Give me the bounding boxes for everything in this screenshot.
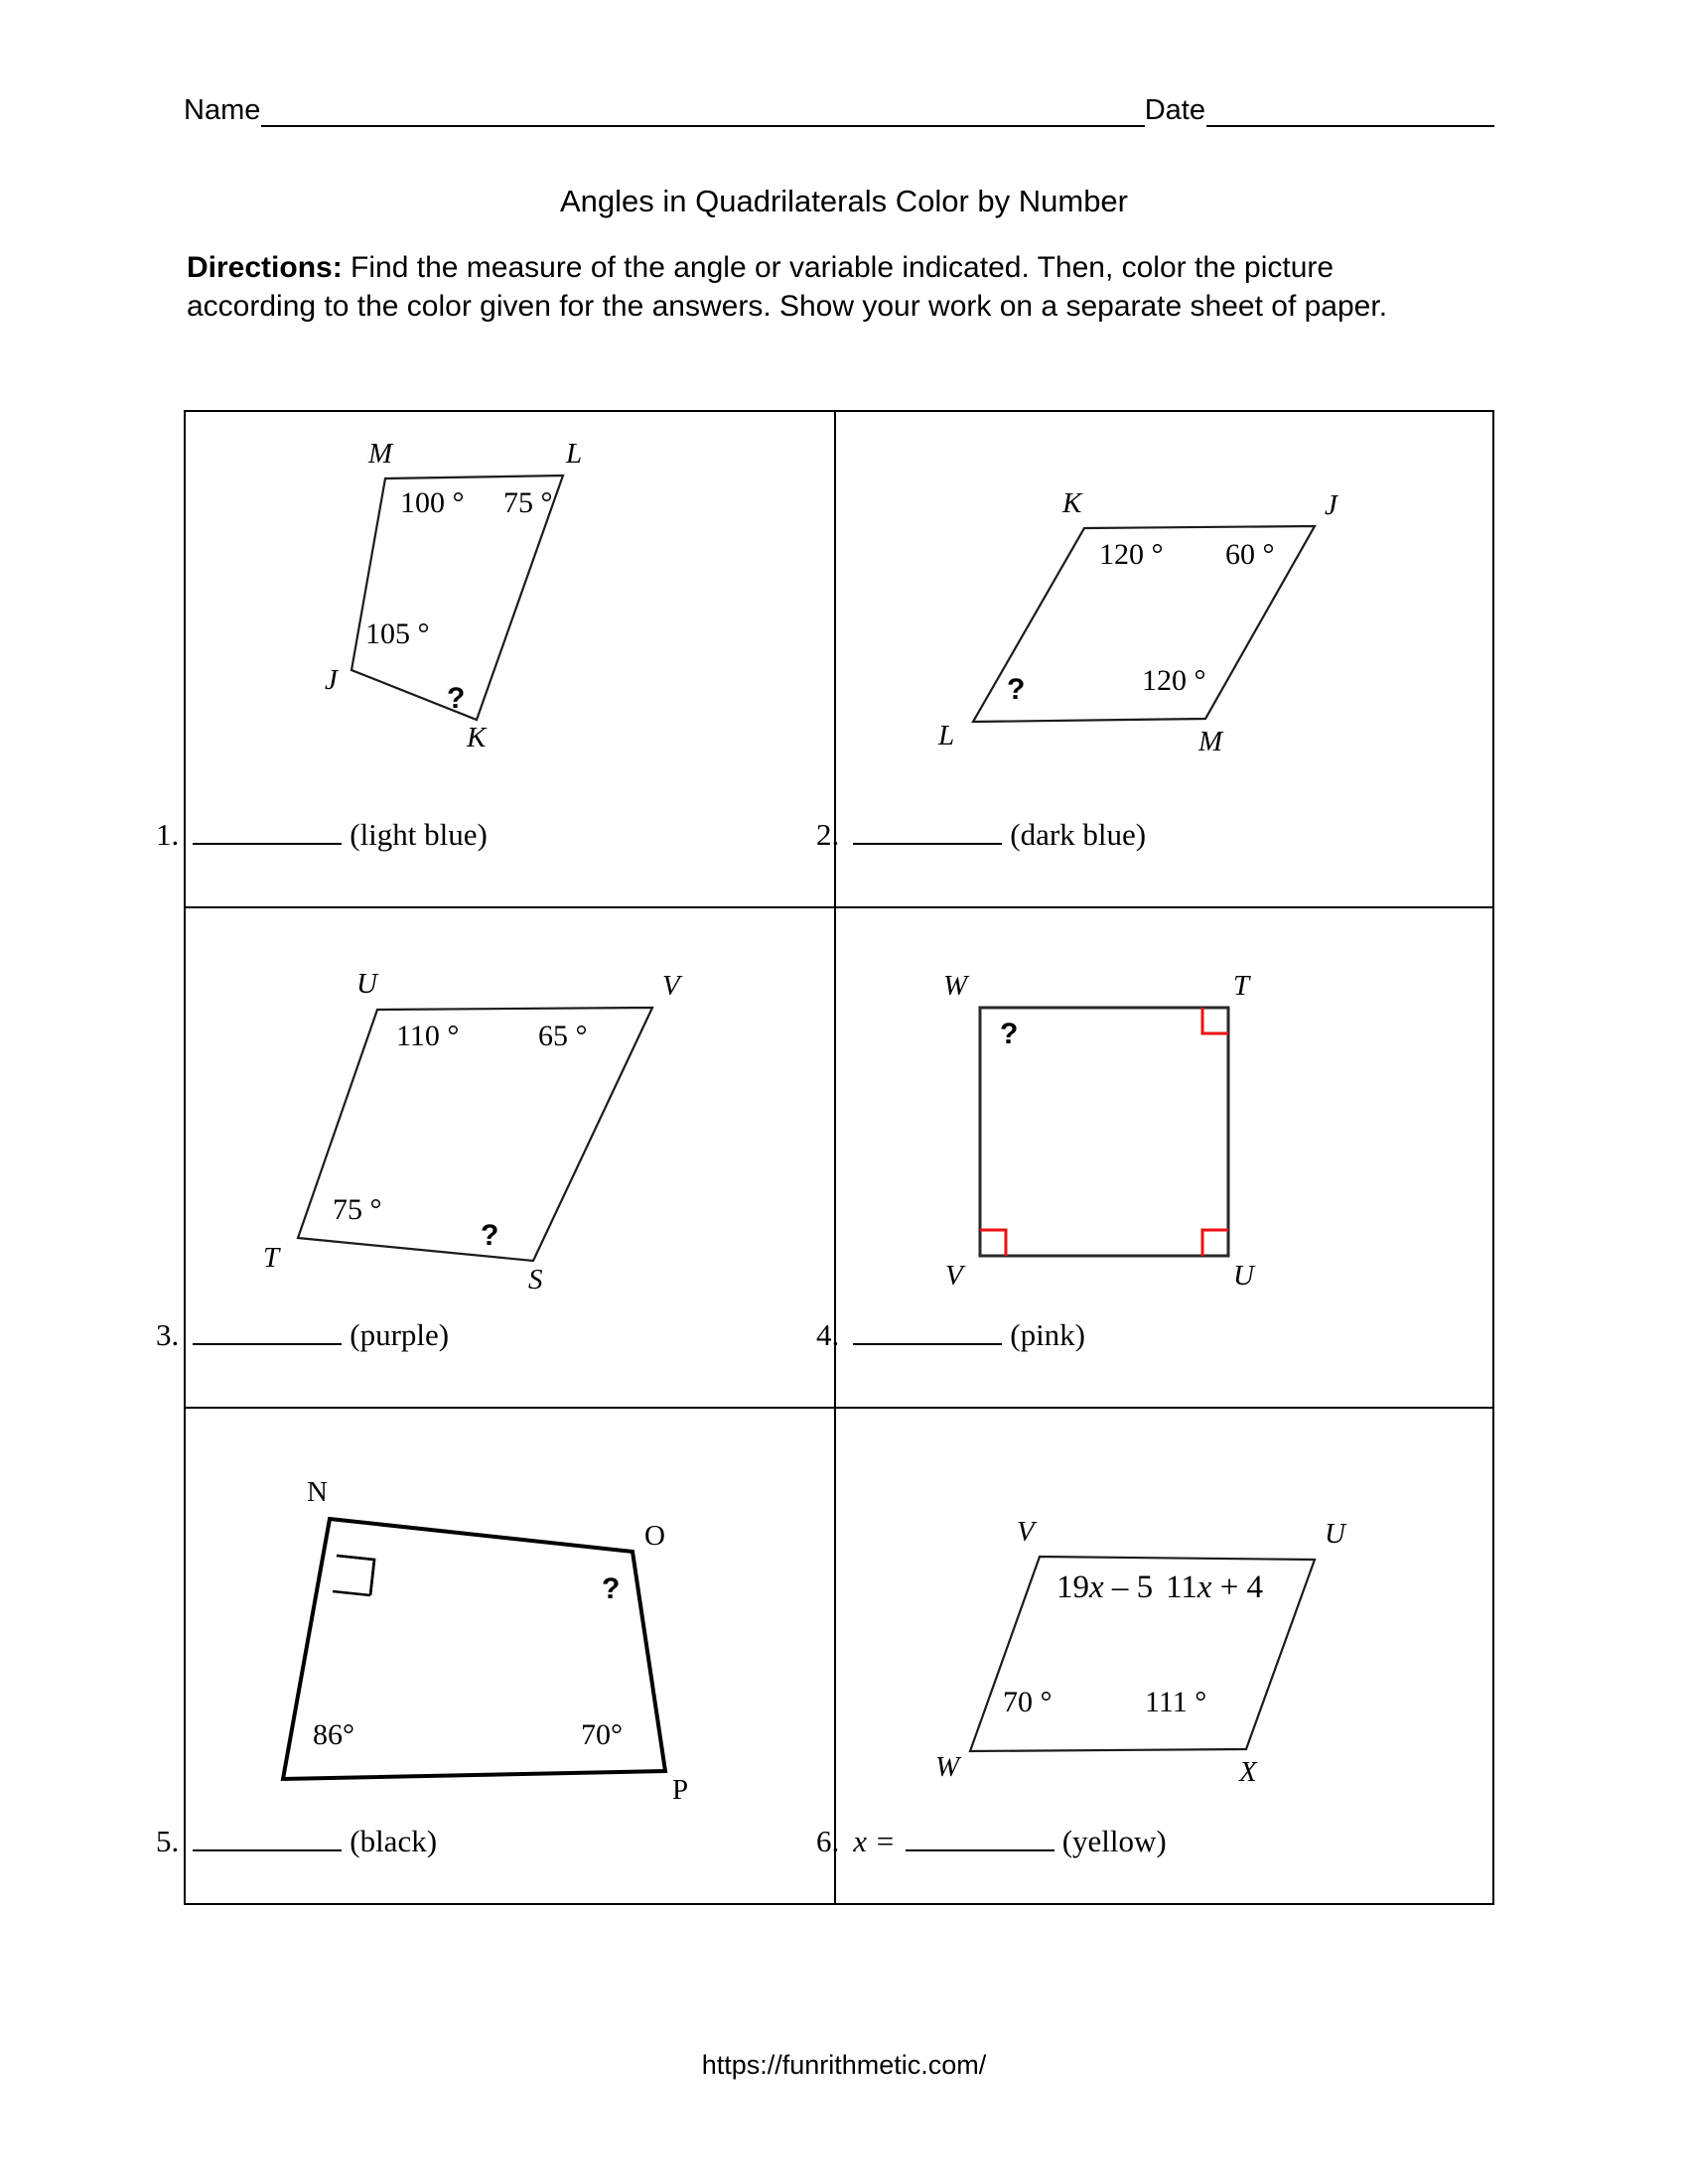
- vertex-label-V: V: [1017, 1516, 1035, 1548]
- problem-number-5: 5.: [156, 1824, 180, 1858]
- footer-url[interactable]: https://funrithmetic.com/: [701, 2050, 987, 2080]
- problem-number-4: 4.: [816, 1317, 840, 1352]
- problem-1-figure: [186, 412, 834, 849]
- answer-line-3: [156, 1317, 449, 1353]
- name-date-header: [184, 94, 1494, 127]
- problem-cell-2: [816, 412, 1494, 906]
- unknown-angle-marker-4: ?: [1000, 1018, 1019, 1050]
- vertex-label-L: L: [566, 438, 583, 470]
- vertex-label-V: V: [945, 1260, 963, 1292]
- answer-blank-2[interactable]: [853, 817, 1002, 845]
- angle-expression-V: 19x – 5: [1056, 1570, 1154, 1605]
- right-angle-mark-N: [337, 1556, 374, 1595]
- vertex-label-T: T: [1233, 970, 1250, 1002]
- problem-cell-6: [816, 1409, 1494, 1905]
- answer-color-6: (yellow): [1061, 1824, 1167, 1858]
- answer-color-1: (light blue): [350, 817, 488, 852]
- problem-cell-3: [156, 908, 834, 1407]
- angle-value-K: 120 °: [1099, 538, 1164, 571]
- directions-text: Find the measure of the angle or variable indicated. Then, color the picture according to the color given for the answers. Show your work on a separate sheet of paper.: [187, 251, 1388, 323]
- variable-prefix-6: x =: [853, 1824, 896, 1858]
- answer-blank-5[interactable]: [193, 1824, 342, 1851]
- problems-table: [156, 410, 1494, 1905]
- vertex-label-J: J: [325, 664, 338, 696]
- directions-paragraph: [187, 248, 1428, 326]
- answer-blank-4[interactable]: [853, 1317, 1002, 1345]
- name-label: Name: [184, 94, 261, 126]
- vertex-label-L: L: [938, 720, 955, 751]
- answer-color-5: (black): [350, 1824, 438, 1858]
- right-angle-mark-U: [1202, 1230, 1228, 1256]
- vertex-label-U: U: [1325, 1518, 1345, 1550]
- angle-value-W: 70 °: [1003, 1686, 1053, 1718]
- angle-value-V: 65 °: [538, 1020, 588, 1052]
- answer-color-2: (dark blue): [1010, 817, 1147, 852]
- vertex-label-W: W: [943, 970, 968, 1002]
- problem-cell-4: [816, 908, 1494, 1407]
- vertex-label-U: U: [356, 968, 377, 1000]
- problem-number-3: 3.: [156, 1317, 180, 1352]
- angle-value-P: 70°: [581, 1718, 623, 1751]
- answer-blank-6[interactable]: [906, 1824, 1055, 1851]
- vertex-label-N: N: [307, 1476, 328, 1508]
- problem-number-1: 1.: [156, 817, 180, 852]
- answer-blank-3[interactable]: [193, 1317, 342, 1345]
- answer-line-6: [816, 1824, 1167, 1859]
- unknown-angle-marker-3: ?: [481, 1219, 499, 1252]
- answer-color-4: (pink): [1010, 1317, 1086, 1352]
- vertex-label-J: J: [1325, 489, 1337, 521]
- angle-value-J: 105 °: [365, 617, 430, 650]
- vertex-label-U: U: [1233, 1260, 1254, 1292]
- vertex-label-M: M: [368, 438, 393, 470]
- problem-number-2: 2.: [816, 817, 840, 852]
- angle-value-M: 120 °: [1142, 664, 1206, 697]
- vertex-label-V: V: [662, 970, 680, 1002]
- vertex-label-X: X: [1239, 1756, 1257, 1788]
- vertex-label-P: P: [672, 1774, 689, 1806]
- vertex-label-K: K: [1062, 487, 1082, 519]
- answer-line-5: [156, 1824, 437, 1859]
- date-label: Date: [1144, 94, 1205, 126]
- answer-line-2: [816, 817, 1146, 853]
- problem-cell-1: [156, 412, 834, 906]
- answer-color-3: (purple): [350, 1317, 450, 1352]
- problem-cell-5: [156, 1409, 834, 1905]
- directions-label: Directions:: [187, 251, 343, 284]
- problem-4-figure: [836, 908, 1494, 1345]
- angle-value-T: 75 °: [333, 1193, 382, 1226]
- problem-2-figure: [836, 412, 1494, 849]
- angle-value-bottom-left-5: 86°: [313, 1718, 354, 1751]
- answer-line-4: [816, 1317, 1085, 1353]
- page-title: Angles in Quadrilaterals Color by Number: [559, 184, 1129, 218]
- unknown-angle-marker-2: ?: [1007, 673, 1026, 706]
- unknown-angle-marker-5: ?: [602, 1572, 621, 1605]
- right-angle-mark-V: [980, 1230, 1006, 1256]
- name-blank-line[interactable]: [261, 103, 1144, 127]
- angle-value-U: 110 °: [396, 1020, 460, 1052]
- problem-number-6: 6.: [816, 1824, 840, 1858]
- vertex-label-W: W: [935, 1751, 960, 1783]
- problem-3-figure: [186, 908, 834, 1345]
- angle-value-M: 100 °: [400, 486, 465, 519]
- angle-value-L: 75 °: [503, 486, 553, 519]
- answer-line-1: [156, 817, 488, 853]
- angle-value-J: 60 °: [1225, 538, 1275, 571]
- right-angle-mark-T: [1202, 1008, 1228, 1033]
- vertex-label-K: K: [467, 722, 487, 753]
- answer-blank-1[interactable]: [193, 817, 342, 845]
- vertex-label-O: O: [644, 1520, 665, 1552]
- unknown-angle-marker-1: ?: [447, 682, 466, 715]
- vertex-label-M: M: [1198, 726, 1223, 757]
- problem-5-figure: [186, 1409, 834, 1845]
- vertex-label-T: T: [263, 1242, 280, 1274]
- angle-expression-U: 11x + 4: [1166, 1570, 1264, 1605]
- vertex-label-S: S: [528, 1264, 543, 1296]
- angle-value-X: 111 °: [1145, 1686, 1207, 1718]
- date-blank-line[interactable]: [1206, 103, 1494, 127]
